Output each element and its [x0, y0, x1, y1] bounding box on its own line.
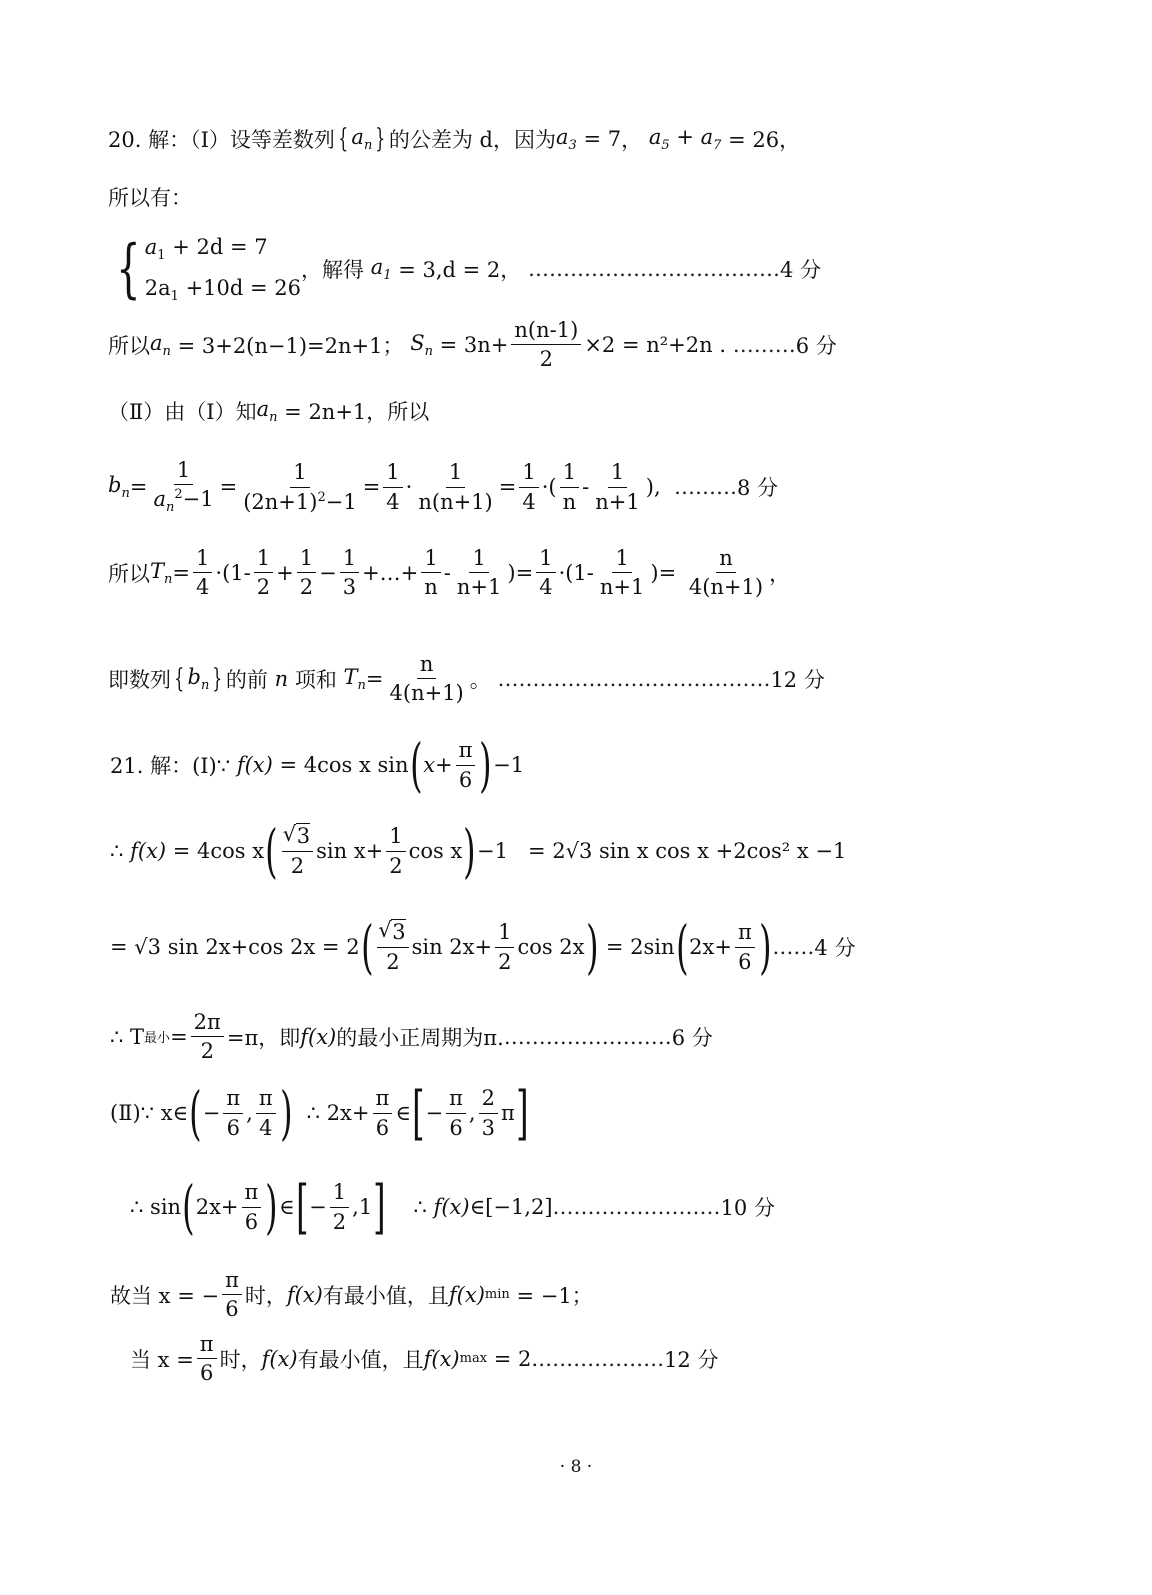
dots: ……………………	[552, 1195, 721, 1219]
frac7: $\frac{1}{n+1}$	[595, 460, 640, 514]
score: 4 分	[814, 936, 856, 960]
paren-r: )	[758, 913, 772, 981]
paren-r: )	[463, 817, 476, 885]
fx: f(x)	[433, 1195, 470, 1219]
dots: ………	[673, 475, 737, 500]
system-eq2: $2a_1 +10d = 26$	[144, 275, 302, 305]
p21-line1: 21. 解：(Ⅰ)∵ f(x) = 4cos x sin ( x + $\frac{\pi}{6}$ ) −1	[110, 731, 525, 799]
sn: $S_n$	[410, 330, 433, 359]
frac: $\frac{1}{4}$	[536, 546, 555, 599]
mid: (1-	[222, 560, 251, 585]
frac: $\frac{\pi}{6}$	[735, 920, 755, 973]
sn-formula: = 3n+	[439, 332, 509, 357]
rest: = 2n+1，所以	[284, 400, 430, 424]
mid: 的前	[225, 667, 268, 692]
bn: $b_n$	[187, 664, 210, 693]
dots: ………………………………	[527, 256, 780, 281]
in: ∈	[278, 1195, 295, 1219]
sub-max: max	[459, 1351, 488, 1367]
frac: $\frac{2}{3}$	[479, 1086, 498, 1139]
paren-l: (	[182, 1173, 195, 1241]
prefix: （Ⅱ）由（Ⅰ）知	[108, 400, 257, 424]
sn-rest: ×2 = n²+2n .	[584, 332, 726, 357]
frac3: $\frac{1}{4}$	[383, 460, 402, 513]
p20-tn: 所以 $T_n$ = $\frac{1}{4}$ · (1- $\frac{1}{2}$ + $\frac{1}{2}$ − $\frac{1}{3}$ +…+ $\frac{1}{n}$ - $\frac{1}{n+1}$ )= $\frac{1}{4}$ ·(1- $\frac{1}{n+1}$ )= $\frac{n}{4(n+1)}$ ，	[108, 546, 791, 600]
frac: $\frac{n}{4(n+1)}$	[688, 546, 764, 600]
frac: $\frac{2\pi}{2}$	[191, 1010, 224, 1063]
mid: ∴	[413, 1195, 427, 1219]
system-rows	[145, 228, 301, 310]
mid: 时，	[219, 1347, 262, 1372]
a5a7: $a_5 + a_7$	[648, 124, 722, 154]
paren-l: (	[409, 731, 423, 799]
p21-line4: ∴ T 最小 = $\frac{2\pi}{2}$ =π，即 f(x) 的最小正周期为π. …………………… 6 分	[110, 1010, 713, 1064]
n: n	[274, 666, 289, 691]
p20-mid: 的公差为 d，因为	[388, 128, 556, 152]
an: $a_n$	[150, 330, 171, 359]
frac6: $\frac{1}{n}$	[560, 460, 580, 513]
frac: $\frac{1}{2}$	[297, 546, 316, 599]
p20-line4	[108, 318, 837, 371]
page-number: · 8 ·	[559, 1457, 593, 1477]
p20-final: 即数列 { $b_n$ } 的前 n 项和 $T_n$ = $\frac{n}{4(n+1)}$ 。 ………………………………… 12 分	[108, 652, 825, 706]
fraction: $\frac{n(n-1)}{2}$	[511, 318, 581, 371]
fx: f(x)	[448, 1282, 485, 1307]
p21-line2: ∴ f(x) = 4cos x ( √ $\frac{3}{2}$ sin x+ $\frac{1}{2}$ cos x ) −1 = 2√3 sin x cos x +2cos² x −1	[110, 822, 846, 880]
paren-r: )	[265, 1173, 278, 1241]
p21-line5: (Ⅱ)∵ x∈ ( − $\frac{\pi}{6}$ , $\frac{\pi}{4}$ ) ∴ 2x+ $\frac{\pi}{6}$ ∈ [ − $\frac{\pi}{6}$ , $\frac{2}{3}$ π ]	[110, 1079, 529, 1147]
score: 12 分	[770, 667, 825, 692]
brace-r: }	[212, 663, 223, 694]
p20-line5	[108, 396, 429, 426]
frac: $\frac{\pi}{6}$	[242, 1180, 262, 1233]
p20-system	[108, 228, 821, 310]
eq: = 4cos x sin	[279, 753, 409, 777]
paren-l: (	[675, 913, 689, 981]
frac: √ $\frac{3}{2}$	[282, 824, 313, 877]
tail: −1	[476, 839, 508, 863]
frac2: $\frac{1}{(2n+1)^2-1}$	[243, 460, 357, 514]
prefix: ∴	[110, 839, 124, 863]
paren-l: (	[360, 913, 374, 981]
score: 6 分	[671, 1025, 713, 1050]
solve-result: = 3,d = 2，	[398, 257, 522, 282]
tail: ),	[645, 475, 661, 500]
prefix: ∴ T	[110, 1024, 145, 1049]
p20-bn: $b_n$ = $\frac{1}{a_n^2-1}$ = $\frac{1}{(2n+1)^2-1}$ = $\frac{1}{4}$ · $\frac{1}{n(n+1)}$ = $\frac{1}{4}$ ·( $\frac{1}{n}$ - $\frac{1}{n+1}$ ), ……… 8 分	[108, 458, 779, 516]
sub-min: min	[484, 1287, 510, 1303]
p21-line8	[130, 1332, 718, 1385]
frac: $\frac{1}{2}$	[330, 1180, 349, 1233]
score: 8 分	[736, 476, 779, 501]
end: = 2.	[493, 1346, 539, 1371]
ellipsis: +…+	[362, 560, 419, 585]
p20-intro: 20. 解：（Ⅰ）设等差数列	[108, 128, 335, 152]
prefix: (Ⅱ)∵ x∈	[110, 1101, 189, 1125]
cond1: = 7	[583, 127, 622, 151]
frac: $\frac{1}{n+1}$	[599, 546, 645, 600]
frac: $\frac{\pi}{6}$	[456, 738, 476, 791]
frac: $\frac{1}{2}$	[495, 920, 514, 973]
score: 6 分	[795, 333, 837, 358]
tail: −1	[493, 753, 525, 777]
eq: = 4cos x	[172, 839, 265, 863]
frac: $\frac{1}{2}$	[386, 824, 405, 877]
bracket-r: ]	[515, 1079, 529, 1147]
system-brace: {	[116, 231, 141, 306]
p20-line1: 20. 解：（Ⅰ）设等差数列 { $a_n$ } 的公差为 d，因为 $a_3$ = 7 ， $a_5 + a_7$ = 26，	[108, 124, 801, 154]
mid: ∴ 2x+	[306, 1101, 370, 1125]
frac5: $\frac{1}{4}$	[519, 460, 538, 513]
dots: ………………	[538, 1346, 665, 1371]
p21-line7	[110, 1268, 593, 1321]
frac4: $\frac{1}{n(n+1)}$	[418, 460, 493, 514]
rest: 的最小正周期为π.	[336, 1025, 504, 1050]
frac: $\frac{1}{n}$	[421, 546, 441, 599]
paren-l: (	[265, 817, 278, 885]
frac: $\frac{1}{n+1}$	[456, 546, 502, 600]
an-formula: = 3+2(n−1)=2n+1；	[177, 333, 404, 358]
frac: $\frac{\pi}{6}$	[222, 1268, 242, 1321]
fx: f(x)	[300, 1024, 337, 1049]
frac: $\frac{n}{4(n+1)}$	[389, 652, 464, 706]
score: 12 分	[664, 1347, 719, 1372]
score: 10 分	[720, 1196, 775, 1220]
fx: f(x)	[261, 1346, 298, 1371]
end: 。	[469, 667, 491, 692]
tn: $T_n$	[150, 558, 173, 587]
an: $a_n$	[256, 396, 278, 426]
bracket-r: ]	[373, 1173, 386, 1241]
frac: $\frac{\pi}{6}$	[197, 1332, 217, 1385]
p20-line2: 所以有：	[108, 186, 192, 210]
frac: $\frac{\pi}{6}$	[223, 1086, 243, 1139]
system-eq1: $a_1 + 2d = 7$	[144, 235, 268, 264]
dots: ………	[732, 332, 796, 357]
prefix: 21. 解：(Ⅰ)∵	[110, 754, 231, 778]
prefix: 故当 x = −	[110, 1283, 220, 1308]
seq-a-close: }	[375, 124, 386, 154]
fx: f(x)	[236, 753, 273, 777]
prefix: ∴ sin	[130, 1195, 182, 1219]
dots: ……	[772, 935, 815, 959]
a3: $a_3$	[556, 124, 577, 154]
paren-r: )	[279, 1079, 293, 1147]
fx: f(x)	[286, 1282, 323, 1307]
mid2: 项和	[294, 667, 337, 692]
paren-r: )	[585, 913, 599, 981]
frac: $\frac{\pi}{6}$	[373, 1086, 393, 1139]
frac: √ $\frac{3}{2}$	[377, 920, 408, 973]
mid2: 有最小值，且	[322, 1283, 449, 1308]
tn: $T_n$	[343, 664, 366, 693]
rest: ∈[−1,2]	[469, 1195, 553, 1219]
rhs: = 2sin	[605, 935, 675, 959]
frac: $\frac{\pi}{6}$	[446, 1086, 466, 1139]
p21-line3: = √3 sin 2x+cos 2x = 2 ( √ $\frac{3}{2}$ sin 2x+ $\frac{1}{2}$ cos 2x ) = 2sin ( 2x+ $\frac{\pi}{6}$ ) …… 4 分	[110, 918, 855, 976]
prefix: 所以	[108, 561, 150, 586]
paren-r: )	[479, 731, 492, 799]
score: 4 分	[779, 257, 821, 282]
eq: =π，即	[226, 1025, 301, 1050]
bracket-l: [	[295, 1173, 309, 1241]
cond2: = 26，	[728, 128, 801, 152]
frac: $\frac{1}{2}$	[254, 546, 273, 599]
dots: ……………………	[503, 1024, 672, 1049]
fx: f(x)	[130, 839, 167, 863]
in: ∈	[395, 1101, 411, 1125]
seq-a-var: $a_n$	[351, 124, 373, 154]
bn: $b_n$	[108, 473, 130, 502]
x: x	[423, 753, 436, 777]
mid2: 有最小值，且	[297, 1347, 424, 1372]
end: ，	[769, 561, 791, 586]
prefix: 所以	[108, 333, 150, 358]
seq-a: {	[338, 124, 349, 154]
lhs: = √3 sin 2x+cos 2x = 2	[110, 935, 360, 959]
frac1: $\frac{1}{a_n^2-1}$	[153, 458, 214, 516]
fx: f(x)	[423, 1346, 460, 1371]
sub: 最小	[144, 1031, 171, 1047]
prefix: 即数列	[108, 667, 171, 692]
brace-l: {	[174, 663, 185, 694]
prefix: 当 x =	[130, 1347, 194, 1372]
dots: …………………………………	[497, 666, 771, 691]
p21-line6: ∴ sin ( 2x+ $\frac{\pi}{6}$ ) ∈ [ − $\frac{1}{2}$ ,1 ] ∴ f(x) ∈[−1,2] …………………… 10 分	[130, 1173, 775, 1241]
frac: $\frac{1}{4}$	[193, 546, 212, 599]
paren-l: (	[189, 1079, 202, 1147]
frac: $\frac{\pi}{4}$	[256, 1086, 276, 1139]
end: = −1；	[516, 1283, 593, 1308]
mid: 时，	[244, 1283, 287, 1308]
frac: $\frac{1}{3}$	[340, 546, 359, 599]
equation-system	[108, 228, 301, 310]
rhs: = 2√3 sin x cos x +2cos² x −1	[527, 839, 847, 863]
solve-text: ，解得	[301, 257, 365, 282]
bracket-l: [	[411, 1079, 425, 1147]
a1: $a_1$	[364, 254, 392, 283]
